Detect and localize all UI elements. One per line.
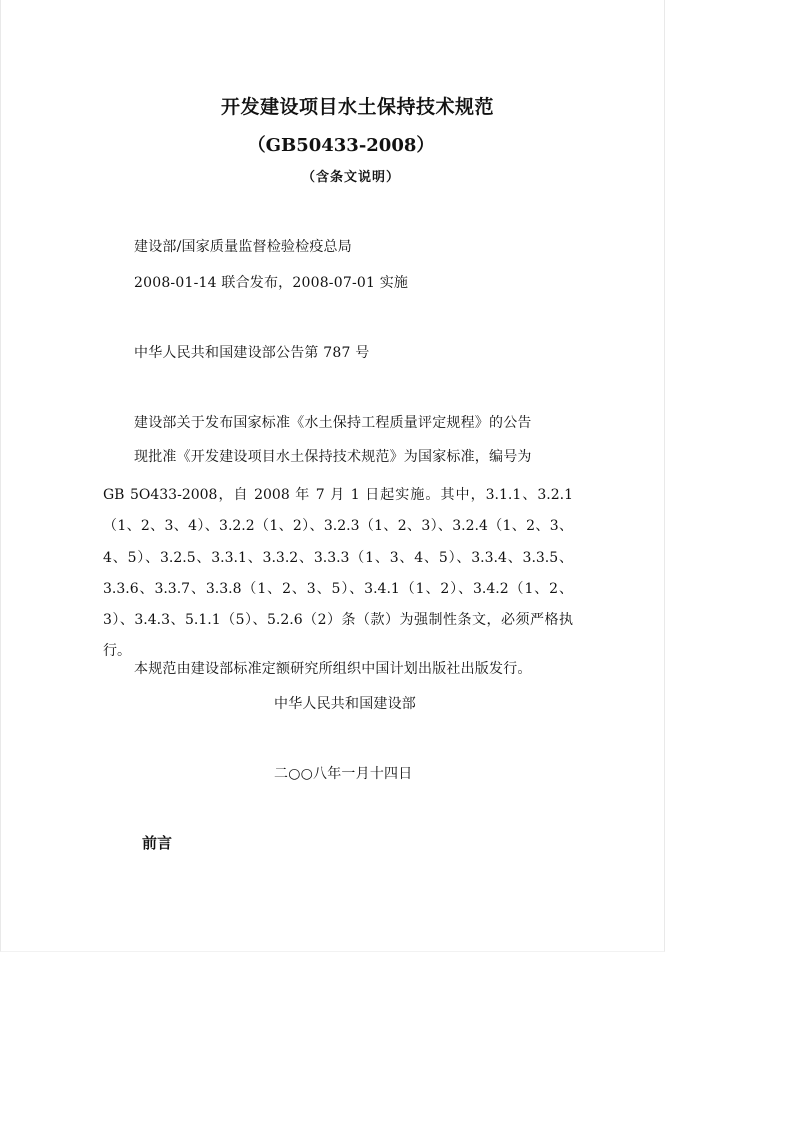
approval-body: GB 5O433-2008，自 2008 年 7 月 1 日起实施。其中，3.1.1、3.2.1（1、2、3、4）、3.2.2（1、2）、3.2.3（1、2、3）、3.2.4（1、2、3、4、5）、3.2.5、3.3.1、3.3.2、3.3.3（1、3、4、5）、3.3.4、3.3.5、3.3.6、3.3.7、3.3.8（1、2、3、5）、3.4.1（1、2）、3.4.2（1、2、3）、3.4.3、5.1.1（5）、5.2.6（2）条（款）为强制性条文，必须严格执行。 — [103, 487, 573, 660]
issuer-line: 建设部/国家质量监督检验检疫总局 — [134, 239, 352, 255]
document-title: 开发建设项目水土保持技术规范 — [220, 96, 494, 118]
approval-lead: 现批准《开发建设项目水土保持技术规范》为国家标准，编号为 — [134, 449, 532, 465]
signatory: 中华人民共和国建设部 — [274, 696, 416, 712]
publisher-note: 本规范由建设部标准定额研究所组织中国计划出版社出版发行。 — [134, 661, 532, 677]
section-heading-foreword: 前言 — [142, 834, 173, 852]
dates-line: 2008-01-14 联合发布，2008-07-01 实施 — [134, 275, 409, 291]
sign-date: 二○○八年一月十四日 — [274, 766, 413, 782]
announcement-number: 中华人民共和国建设部公告第 787 号 — [134, 345, 370, 361]
standard-code: （GB50433-2008） — [247, 135, 435, 156]
notice-title: 建设部关于发布国家标准《水土保持工程质量评定规程》的公告 — [134, 415, 532, 431]
document-subtitle: （含条文说明） — [301, 170, 400, 185]
